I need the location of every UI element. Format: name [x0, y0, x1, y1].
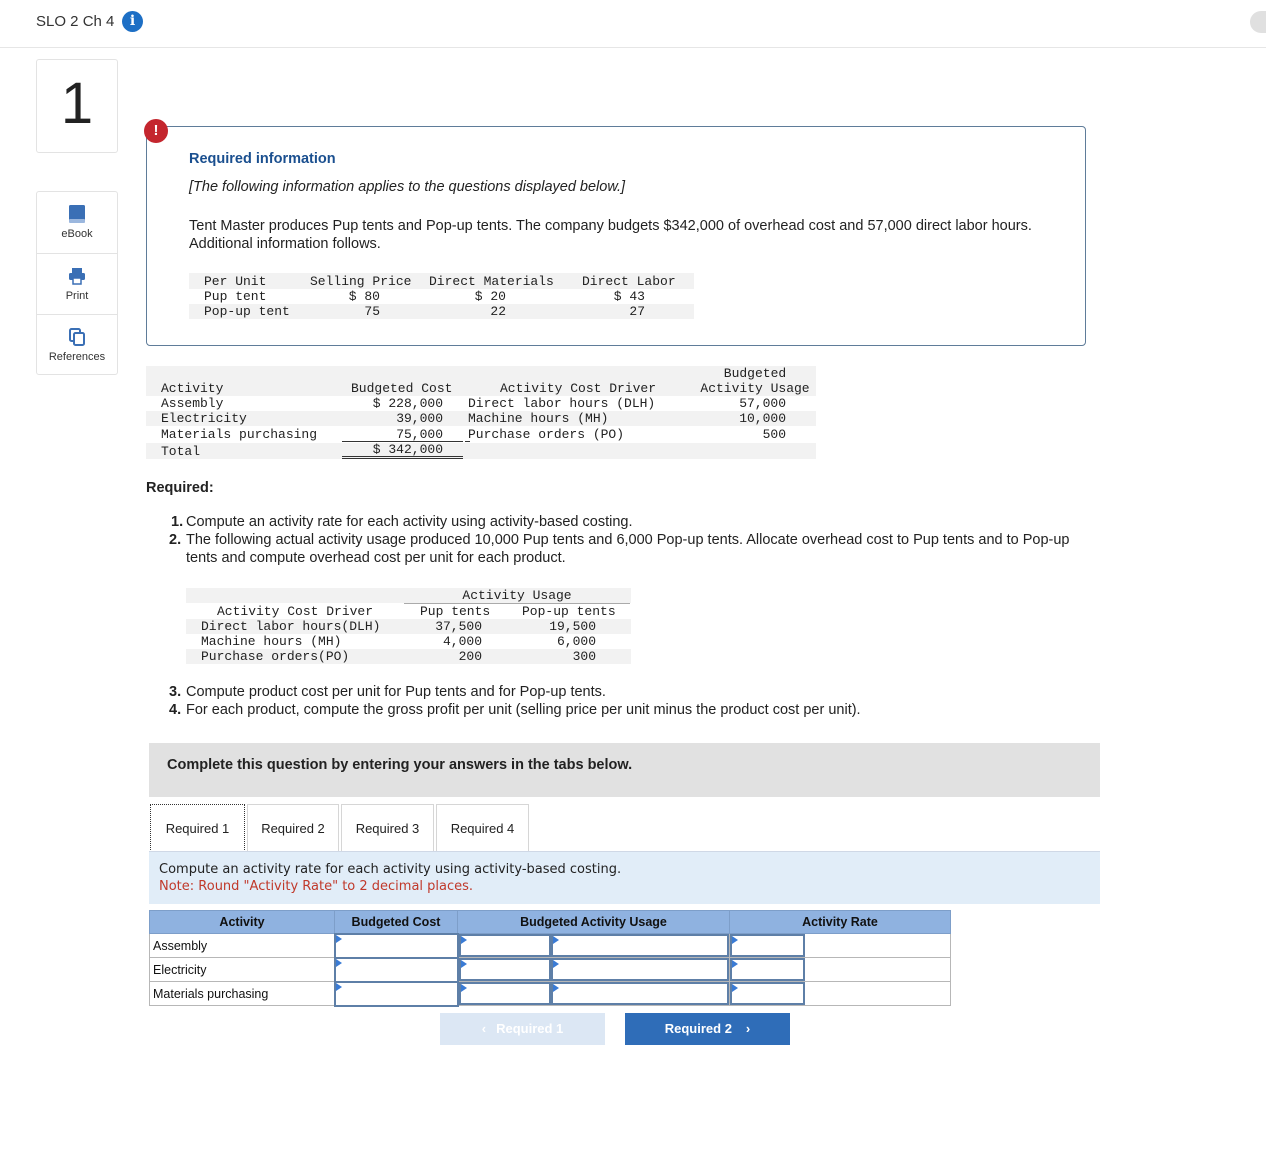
total-double-rule-2 — [342, 458, 463, 459]
budgeted-usage-unit-input-assembly[interactable] — [459, 934, 551, 957]
instructions-box — [149, 852, 1100, 904]
total-double-rule-1 — [342, 456, 463, 457]
print-label: Print — [65, 290, 89, 302]
product-row-popup-materials: 22 — [490, 304, 506, 319]
book-icon — [68, 204, 86, 224]
activity-rate-input-materials[interactable] — [730, 982, 805, 1005]
activity-row-materials-cost: 75,000 — [396, 427, 443, 442]
product-header-selling-price: Selling Price — [310, 274, 412, 289]
product-row-popup-labor: 27 — [629, 304, 645, 319]
required-item-3: Compute product cost per unit for Pup tents and for Pop-up tents. — [186, 684, 606, 700]
next-button-label: Required 2 — [664, 1021, 732, 1036]
answer-header-activity: Activity — [150, 911, 335, 934]
printer-icon — [68, 266, 86, 286]
product-header-direct-labor: Direct Labor — [582, 274, 676, 289]
answer-table — [149, 910, 951, 1007]
budgeted-usage-unit-input-materials[interactable] — [459, 982, 551, 1005]
usage-row-mh: Machine hours (MH) — [201, 634, 342, 649]
required-item-2-number: 2. — [169, 532, 182, 548]
tab-required-1[interactable]: Required 1 — [150, 804, 245, 852]
info-icon[interactable]: i — [122, 11, 143, 32]
usage-row-dlh-pup: 37,500 — [435, 619, 482, 634]
activity-header-activity: Activity — [161, 381, 224, 396]
copy-icon — [68, 327, 86, 347]
activity-row-electricity-usage: 10,000 — [739, 411, 786, 426]
complete-instructions: Complete this question by entering your answers in the tabs below. — [167, 757, 633, 773]
activity-rate-input-assembly[interactable] — [730, 934, 805, 957]
table-row — [150, 958, 951, 982]
answer-row-label: Materials purchasing — [150, 982, 335, 1006]
usage-group-header: Activity Usage — [462, 588, 572, 603]
usage-cells-assembly — [458, 934, 730, 958]
activity-total-label: Total — [161, 444, 201, 459]
product-row-pup-labor: $ 43 — [613, 289, 645, 304]
activity-rate-input-electricity[interactable] — [730, 958, 805, 981]
usage-row-po-popup: 300 — [572, 649, 596, 664]
activity-header-cost-driver: Activity Cost Driver — [500, 381, 657, 396]
previous-button[interactable] — [440, 1013, 605, 1045]
activity-rate-unit-materials — [805, 982, 950, 1005]
subtotal-rule-extension — [465, 441, 470, 442]
ebook-button[interactable] — [37, 192, 117, 253]
answer-row-label: Assembly — [150, 934, 335, 958]
usage-row-mh-pup: 4,000 — [442, 634, 482, 649]
activity-row-materials-driver: Purchase orders (PO) — [468, 427, 625, 442]
budgeted-usage-input-materials[interactable] — [551, 982, 730, 1005]
activity-header-budgeted: Budgeted — [723, 366, 787, 381]
menu-toggle[interactable] — [1250, 11, 1266, 33]
activity-row-materials: Materials purchasing — [161, 427, 318, 442]
rate-cells-assembly — [730, 934, 951, 958]
table-row — [150, 934, 951, 958]
required-item-1-number: 1. — [171, 514, 184, 530]
usage-row-po-pup: 200 — [458, 649, 482, 664]
rate-cells-electricity — [730, 958, 951, 982]
activity-row-assembly-driver: Direct labor hours (DLH) — [468, 396, 656, 411]
required-item-2: The following actual activity usage produced 10,000 Pup tents and 6,000 Pop-up tents. Allocate overhead cost to Pup tents and to Pop-up tents and compute overhead cost per unit for each product. — [186, 532, 1070, 566]
chevron-right-icon: › — [745, 1021, 751, 1036]
required-item-3-number: 3. — [169, 684, 182, 700]
required-item-1: Compute an activity rate for each activity using activity-based costing. — [186, 514, 633, 530]
activity-rate-unit-assembly — [805, 934, 950, 957]
product-row-popup-price: 75 — [364, 304, 380, 319]
tool-panel — [36, 191, 118, 375]
required-information-subtitle: [The following information applies to the questions displayed below.] — [189, 179, 626, 195]
budgeted-usage-unit-input-electricity[interactable] — [459, 958, 551, 981]
usage-row-dlh-popup: 19,500 — [549, 619, 596, 634]
references-button[interactable] — [37, 314, 117, 375]
budgeted-usage-input-assembly[interactable] — [551, 934, 730, 957]
instructions-text: Compute an activity rate for each activity using activity-based costing. — [159, 862, 622, 877]
product-header-direct-materials: Direct Materials — [429, 274, 554, 289]
usage-row-po: Purchase orders(PO) — [201, 649, 350, 664]
answer-header-activity-rate: Activity Rate — [730, 911, 951, 934]
usage-cells-materials — [458, 982, 730, 1006]
assignment-title: SLO 2 Ch 4 — [36, 13, 115, 30]
activity-row-electricity: Electricity — [161, 411, 247, 426]
activity-row-electricity-driver: Machine hours (MH) — [468, 411, 609, 426]
budgeted-cost-input-electricity[interactable] — [335, 958, 458, 982]
print-button[interactable] — [37, 253, 117, 314]
activity-rate-unit-electricity — [805, 958, 950, 981]
product-row-pup-name: Pup tent — [204, 289, 267, 304]
budgeted-cost-input-assembly[interactable] — [335, 934, 458, 958]
usage-header-popup: Pop-up tents — [522, 604, 616, 619]
required-item-4: For each product, compute the gross profit per unit (selling price per unit minus the product cost per unit). — [186, 702, 861, 718]
top-header — [0, 0, 1266, 48]
required-information-title: Required information — [189, 151, 336, 167]
tab-required-2[interactable]: Required 2 — [247, 804, 339, 852]
activity-row-assembly: Assembly — [161, 396, 224, 411]
activity-total-value: $ 342,000 — [372, 442, 443, 457]
chevron-left-icon: ‹ — [481, 1021, 487, 1036]
tab-required-3[interactable]: Required 3 — [341, 804, 434, 852]
usage-row-mh-popup: 6,000 — [556, 634, 596, 649]
activity-row-assembly-usage: 57,000 — [739, 396, 786, 411]
question-number: 1 — [60, 71, 94, 136]
references-label: References — [48, 351, 106, 363]
product-header-per-unit: Per Unit — [204, 274, 267, 289]
usage-row-dlh: Direct labor hours(DLH) — [201, 619, 381, 634]
previous-button-label: Required 1 — [496, 1021, 564, 1036]
usage-header-pup: Pup tents — [420, 604, 491, 619]
required-item-4-number: 4. — [169, 702, 182, 718]
rate-cells-materials — [730, 982, 951, 1006]
table-row — [150, 982, 951, 1006]
alert-icon: ! — [144, 119, 168, 143]
activity-row-materials-usage: 500 — [762, 427, 786, 442]
budgeted-cost-input-materials[interactable] — [335, 982, 458, 1006]
answer-header-budgeted-usage: Budgeted Activity Usage — [458, 911, 730, 934]
product-row-popup-name: Pop-up tent — [204, 304, 290, 319]
required-heading: Required: — [146, 480, 214, 496]
tab-required-4[interactable]: Required 4 — [436, 804, 529, 852]
next-button[interactable] — [625, 1013, 790, 1045]
activity-row-electricity-cost: 39,000 — [396, 411, 443, 426]
ebook-label: eBook — [61, 228, 93, 240]
product-row-pup-price: $ 80 — [348, 289, 380, 304]
budgeted-usage-input-electricity[interactable] — [551, 958, 730, 981]
rounding-note: Note: Round "Activity Rate" to 2 decimal places. — [159, 879, 474, 894]
answer-header-budgeted-cost: Budgeted Cost — [335, 911, 458, 934]
activity-row-assembly-cost: $ 228,000 — [372, 396, 443, 411]
usage-cells-electricity — [458, 958, 730, 982]
product-row-pup-materials: $ 20 — [474, 289, 506, 304]
answer-row-label: Electricity — [150, 958, 335, 982]
activity-header-budgeted-cost: Budgeted Cost — [351, 381, 453, 396]
usage-header-driver: Activity Cost Driver — [217, 604, 374, 619]
activity-header-activity-usage: Activity Usage — [700, 381, 810, 396]
intro-paragraph: Tent Master produces Pup tents and Pop-up tents. The company budgets $342,000 of overhead cost and 57,000 direct labor hours. Additional information follows. — [189, 218, 1032, 252]
activity-table-total-bg — [146, 443, 816, 459]
